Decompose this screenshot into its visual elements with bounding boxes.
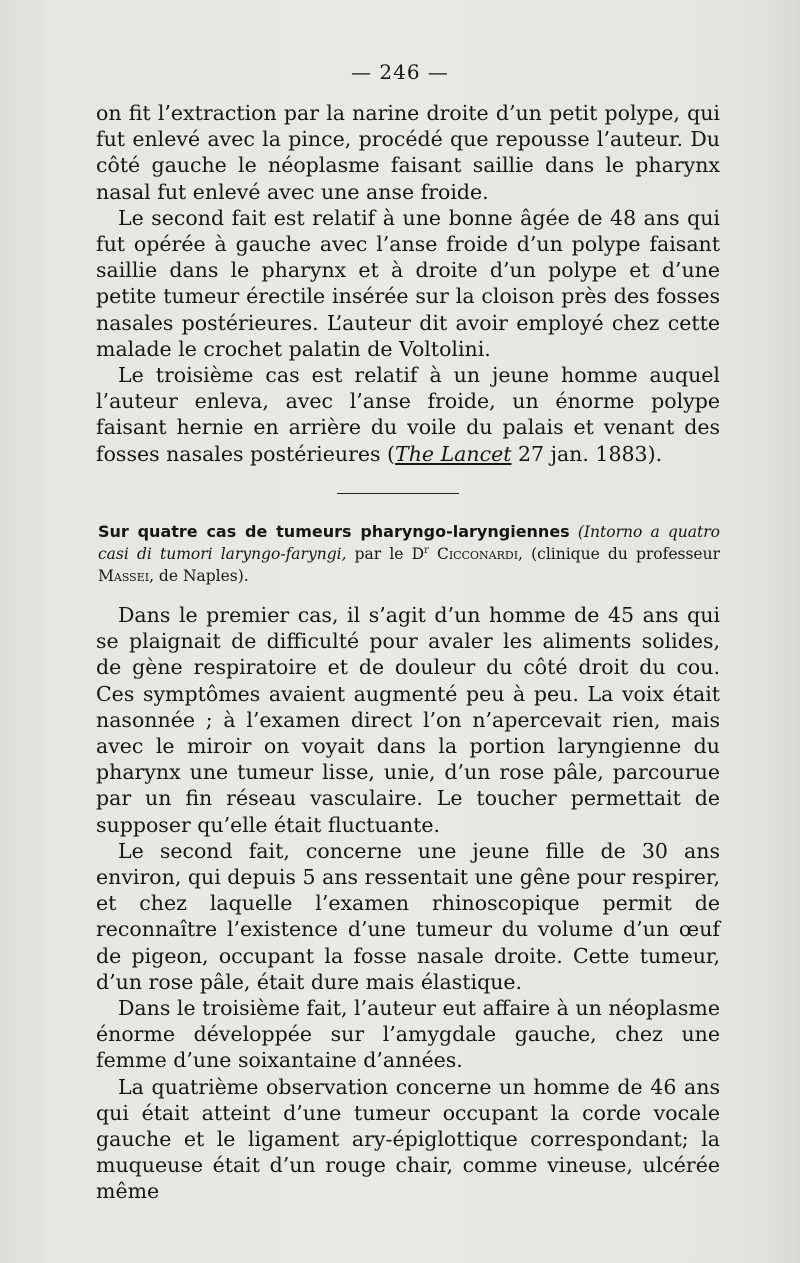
section-divider [337, 493, 459, 494]
paragraph: Dans le premier cas, il s’agit d’un homme de 45 ans qui se plaignait de difficulté pour avaler les aliments solides, de gène respiratoire et de douleur du côté droit du cou. Ces symptômes avaient augmenté peu à peu. La voix était nasonnée ; à l’examen direct l’on n’apercevait rien, mais avec le miroir on voyait dans la portion laryngienne du pharynx une tumeur lisse, unie, d’un rose pâle, parcourue par un fin réseau vasculaire. Le toucher permettait de supposer qu’elle était fluctuante. [96, 603, 720, 837]
paragraph: on fit l’extraction par la narine droite d’un petit polype, qui fut enlevé avec la pince, procédé que repousse l’auteur. Du côté gauche le néoplasme faisant saillie dans le pharynx nasal fut enlevé avec une anse froide. [96, 101, 720, 204]
paragraph [96, 362, 720, 467]
clinic-text: (clinique du professeur [522, 545, 720, 563]
dr-superscript: r [424, 544, 429, 556]
paragraph: La quatrième observation concerne un homme de 46 ans qui était atteint d’une tumeur occupant la corde vocale gauche et le ligament ary-épiglottique correspondant; la muqueuse était d’un rouge chair, comme vineuse, ulcérée même [96, 1074, 720, 1204]
paragraph-text: Le troisième cas est relatif à un jeune homme auquel l’auteur enleva, avec l’anse froide, un énorme polype faisant hernie en arrière du voile du palais et venant des fosses nasales postérieures ( [96, 363, 720, 466]
place-text: , de Naples). [149, 567, 249, 585]
page-number: — 246 — [351, 60, 449, 84]
article-header [98, 521, 720, 587]
professor-name: Massei [98, 567, 150, 585]
continued-section [96, 100, 720, 467]
paragraph-text: 27 jan. 1883). [511, 441, 663, 466]
byline: par le D [346, 545, 425, 563]
author-name: Cicconardi, [428, 545, 523, 563]
article-body [96, 602, 720, 1205]
journal-title: The Lancet [395, 441, 512, 466]
paragraph: Dans le troisième fait, l’auteur eut affaire à un néoplasme énorme développée sur l’amygdale gauche, chez une femme d’une soixantaine d’années. [96, 996, 720, 1073]
italian-title: (Intorno a quatro casi di tumori laryngo-faryngi, [98, 523, 720, 563]
paragraph: Le second fait est relatif à une bonne âgée de 48 ans qui fut opérée à gauche avec l’anse froide d’un polype faisant saillie dans le pharynx et à droite d’un polype et d’une petite tumeur érectile insérée sur la cloison près des fosses nasales postérieures. L’auteur dit avoir employé chez cette malade le crochet palatin de Voltolini. [96, 205, 720, 361]
article-title: Sur quatre cas de tumeurs pharyngo-laryngiennes [98, 522, 570, 541]
paragraph: Le second fait, concerne une jeune fille de 30 ans environ, qui depuis 5 ans ressentait une gêne pour respirer, et chez laquelle l’examen rhinoscopique permit de reconnaître l’existence d’une tumeur du volume d’un œuf de pigeon, occupant la fosse nasale droite. Cette tumeur, d’un rose pâle, était dure mais élastique. [96, 838, 720, 994]
